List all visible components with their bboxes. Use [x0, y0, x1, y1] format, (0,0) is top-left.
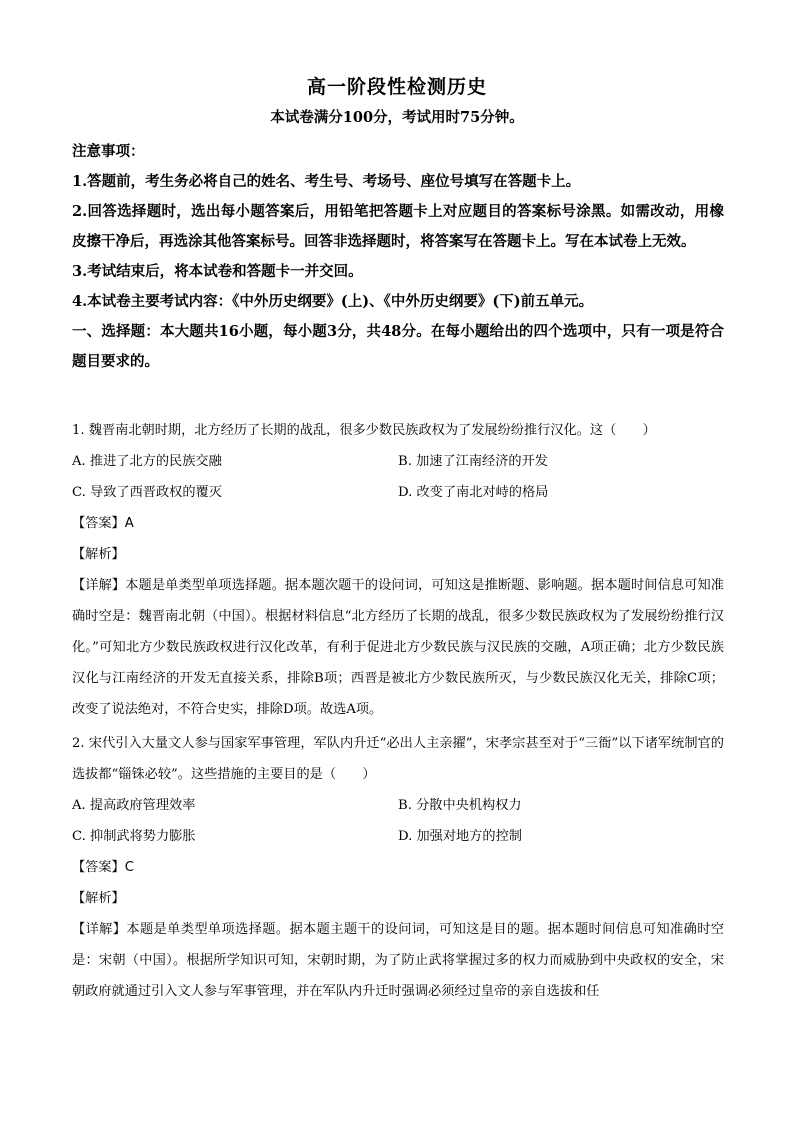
detail-explanation: 【详解】本题是单类型单项选择题。据本题主题干的设问词，可知这是目的题。据本题时间信息可知准确时空是：宋朝（中国）。根据所学知识可知，宋朝时期，为了防止武将掌握过多的权力而威胁到中央政权的安全，宋朝政府就通过引入文人参与军事管理，并在军队内升迁时强调必须经过皇帝的亲自选拔和任: [72, 922, 724, 999]
question-2: [72, 728, 724, 1007]
analysis-label: 【解析】: [72, 547, 125, 562]
option-a: A. 提高政府管理效率: [72, 798, 196, 813]
notice-block: [72, 137, 724, 377]
option-d: D. 加强对地方的控制: [398, 829, 522, 844]
notice-item: 2.回答选择题时，选出每小题答案后，用铅笔把答题卡上对应题目的答案标号涂黑。如需改动，用橡皮擦干净后，再选涂其他答案标号。回答非选择题时，将答案写在答题卡上。写在本试卷上无效。: [72, 203, 724, 250]
option-c: C. 抑制武将势力膨胀: [72, 829, 196, 844]
section-heading: 一、选择题：本大题共16小题，每小题3分，共48分。在每小题给出的四个选项中，只有一项是符合题目要求的。: [72, 323, 724, 370]
notice-heading: 注意事项：: [72, 143, 145, 160]
question-stem: 2. 宋代引入大量文人参与国家军事管理，军队内升迁“必出人主亲擢”，宋孝宗甚至对于“三衙”以下诸军统制官的选拔都“锱铢必较”。这些措施的主要目的是（ ）: [72, 736, 724, 782]
option-b: B. 分散中央机构权力: [398, 798, 522, 813]
exam-info: 本试卷满分100分，考试用时75分钟。: [270, 109, 524, 126]
answer-label: 【答案】A: [72, 516, 134, 531]
question-stem: 1. 魏晋南北朝时期，北方经历了长期的战乱，很多少数民族政权为了发展纷纷推行汉化。这（ ）: [72, 423, 656, 438]
option-d: D. 改变了南北对峙的格局: [398, 485, 549, 500]
option-b: B. 加速了江南经济的开发: [398, 454, 548, 469]
option-a: A. 推进了北方的民族交融: [72, 454, 222, 469]
notice-item: 4.本试卷主要考试内容：《中外历史纲要》(上)、《中外历史纲要》(下)前五单元。: [72, 293, 594, 310]
analysis-label: 【解析】: [72, 891, 125, 906]
answer-label: 【答案】C: [72, 860, 134, 875]
option-c: C. 导致了西晋政权的覆灭: [72, 485, 222, 500]
option-list: [72, 446, 724, 508]
detail-explanation: 【详解】本题是单类型单项选择题。据本题次题干的设问词，可知这是推断题、影响题。据本题时间信息可知准确时空是：魏晋南北朝（中国）。根据材料信息“北方经历了长期的战乱，很多少数民族政权为了发展纷纷推行汉化。”可知北方少数民族政权进行汉化改革，有利于促进北方少数民族与汉民族的交融，A项正确；北方少数民族汉化与江南经济的开发无直接关系，排除B项；西晋是被北方少数民族所灭，与少数民族汉化无关，排除C项；改变了说法绝对，不符合史实，排除D项。故选A项。: [72, 578, 724, 717]
notice-item: 3.考试结束后，将本试卷和答题卡一并交回。: [72, 263, 363, 280]
option-list: [72, 790, 724, 852]
notice-item: 1.答题前，考生务必将自己的姓名、考生号、考场号、座位号填写在答题卡上。: [72, 173, 581, 190]
page-title: 高一阶段性检测历史: [306, 76, 487, 98]
question-1: [72, 415, 724, 725]
